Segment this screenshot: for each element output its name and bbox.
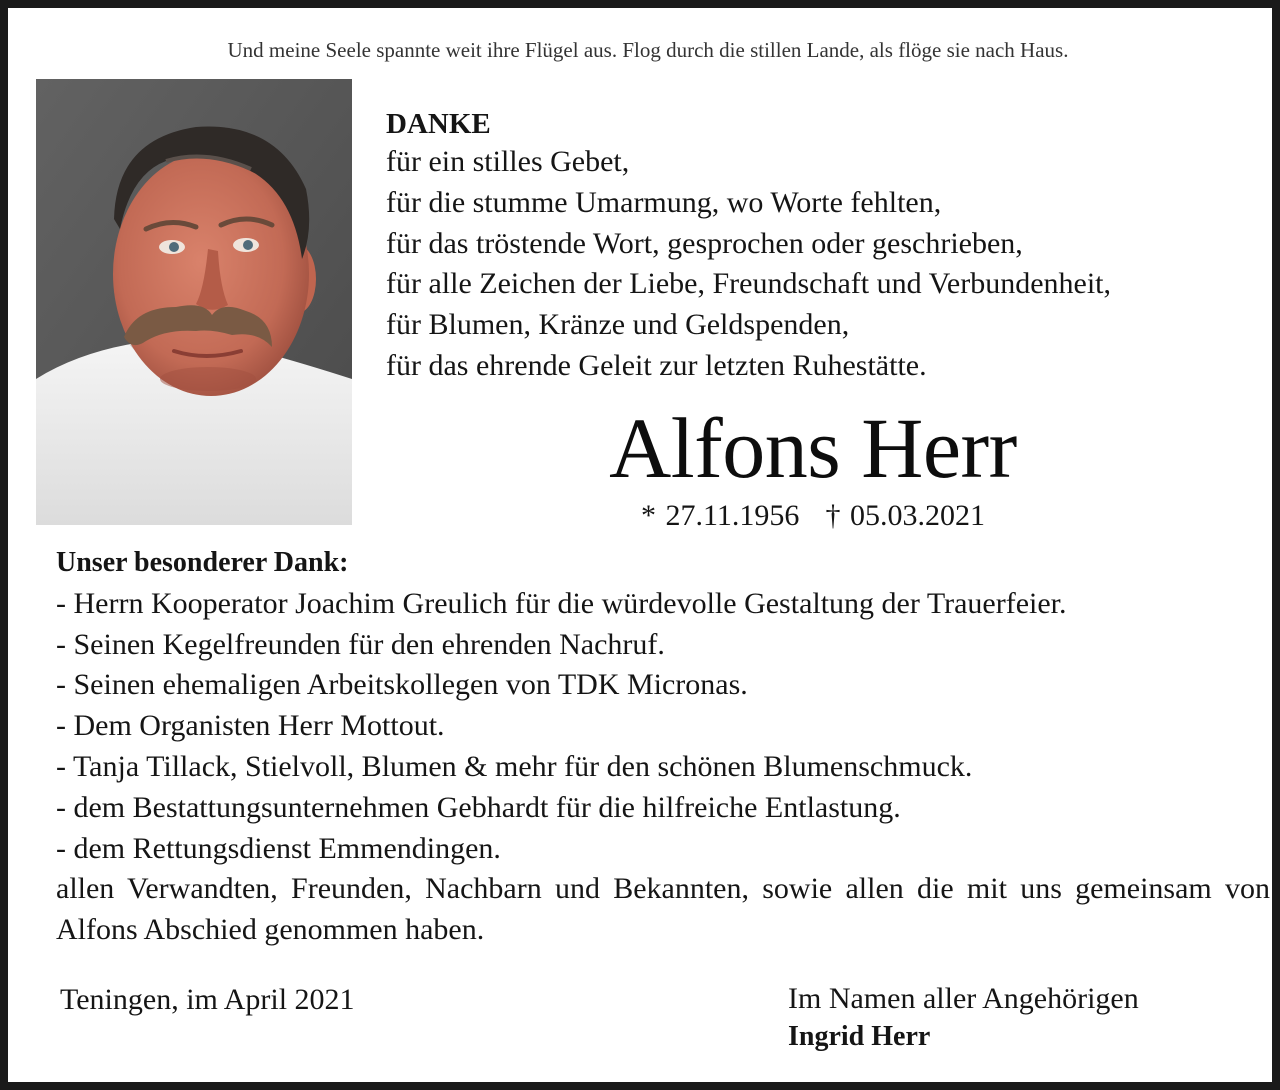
thanks-item: - Dem Organisten Herr Mottout. <box>56 709 445 743</box>
deceased-name: Alfons Herr <box>609 400 1017 496</box>
danke-heading: DANKE <box>386 108 491 140</box>
danke-line: für das ehrende Geleit zur letzten Ruhestätte. <box>386 348 927 382</box>
special-thanks-heading: Unser besonderer Dank: <box>56 547 349 578</box>
thanks-item: - Seinen Kegelfreunden für den ehrenden Nachruf. <box>56 627 665 661</box>
life-dates <box>388 498 1238 534</box>
birth-date: * 27.11.1956 <box>641 499 800 532</box>
danke-line: für das tröstende Wort, gesprochen oder geschrieben, <box>386 226 1023 260</box>
thanks-item: - dem Rettungsdienst Emmendingen. <box>56 831 501 865</box>
closing-paragraph: allen Verwandten, Freunden, Nachbarn und Bekannten, sowie allen die mit uns gemeinsam von Alfons Abschied genommen haben. <box>56 872 1270 947</box>
place-and-date: Teningen, im April 2021 <box>60 983 355 1016</box>
motto-verse: Und meine Seele spannte weit ihre Flügel aus. Flog durch die stillen Lande, als flöge sie nach Haus. <box>227 38 1069 62</box>
portrait-photo <box>36 79 352 525</box>
thanks-item: - Herrn Kooperator Joachim Greulich für die würdevolle Gestaltung der Trauerfeier. <box>56 586 1067 620</box>
signature-block <box>788 980 1139 1056</box>
thanks-verse <box>386 106 1246 387</box>
portrait-image <box>36 79 352 525</box>
danke-line: für Blumen, Kränze und Geldspenden, <box>386 308 850 342</box>
danke-line: für die stumme Umarmung, wo Worte fehlten, <box>386 185 942 219</box>
death-date: † 05.03.2021 <box>825 499 985 532</box>
thanks-item: - Seinen ehemaligen Arbeitskollegen von TDK Micronas. <box>56 668 748 702</box>
thanks-item: - dem Bestattungsunternehmen Gebhardt für die hilfreiche Entlastung. <box>56 790 901 824</box>
special-thanks <box>56 543 1270 951</box>
on-behalf-line: Im Namen aller Angehörigen <box>788 982 1139 1015</box>
danke-line: für ein stilles Gebet, <box>386 145 630 178</box>
thanks-item: - Tanja Tillack, Stielvoll, Blumen & mehr für den schönen Blumenschmuck. <box>56 749 973 783</box>
signatory-name: Ingrid Herr <box>788 1021 931 1052</box>
danke-line: für alle Zeichen der Liebe, Freundschaft und Verbundenheit, <box>386 267 1112 301</box>
